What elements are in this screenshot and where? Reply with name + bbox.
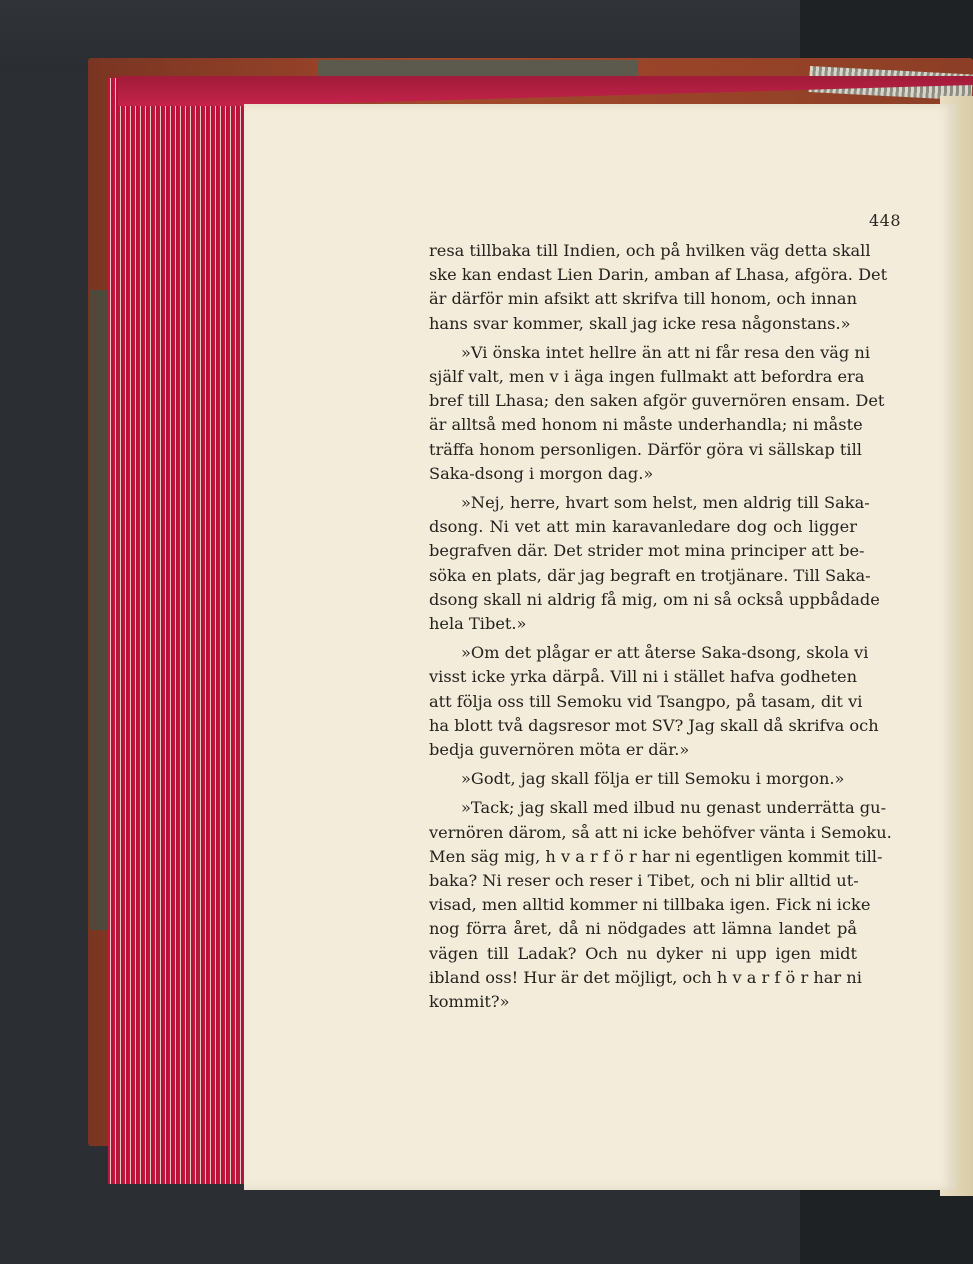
paragraph xyxy=(429,341,885,486)
text-line: söka en plats, där jag begraft en trotjänare. Till Saka- xyxy=(429,565,871,585)
text-line: träffa honom personligen. Därför göra vi sällskap till xyxy=(429,439,862,459)
text-line: »Vi önska intet hellre än att ni får resa den väg ni xyxy=(461,342,871,362)
text-line: »Om det plågar er att återse Saka-dsong, skola vi xyxy=(461,643,869,663)
paragraph xyxy=(429,767,857,791)
book-page xyxy=(244,104,956,1190)
text-line: hans svar kommer, skall jag icke resa någonstans.» xyxy=(429,313,851,333)
cover-cloth-strip xyxy=(90,290,110,930)
text-line: resa tillbaka till Indien, och på hvilken väg detta skall xyxy=(429,241,871,260)
text-line: att följa oss till Semoku vid Tsangpo, på tasam, dit vi xyxy=(429,691,863,711)
text-line: dsong skall ni aldrig få mig, om ni så också uppbådade xyxy=(429,589,880,609)
text-line: Men säg mig, h v a r f ö r har ni egentligen kommit till- xyxy=(429,846,883,866)
text-line: visad, men alltid kommer ni tillbaka igen. Fick ni icke xyxy=(429,895,871,915)
text-line: kommit?» xyxy=(429,992,510,1012)
paragraph xyxy=(429,641,879,762)
text-line: bref till Lhasa; den saken afgör guvernören ensam. Det xyxy=(429,391,885,411)
text-line: är alltså med honom ni måste underhandla; ni måste xyxy=(429,415,863,435)
text-line: »Nej, herre, hvart som helst, men aldrig till Saka- xyxy=(461,493,870,513)
page-number: 448 xyxy=(868,211,902,230)
text-line: »Tack; jag skall med ilbud nu genast underrätta gu- xyxy=(461,798,887,818)
paragraph xyxy=(429,796,892,1014)
body-text xyxy=(429,239,892,1019)
paragraph xyxy=(429,239,888,336)
text-line: ha blott två dagsresor mot SV? Jag skall då skrifva och xyxy=(429,715,879,735)
cover-band xyxy=(318,60,638,76)
text-line: hela Tibet.» xyxy=(429,614,527,634)
text-line: vägen till Ladak? Och nu dyker ni upp igen midt xyxy=(429,943,857,963)
text-line: Saka-dsong i morgon dag.» xyxy=(429,463,654,483)
text-line: själf valt, men v i äga ingen fullmakt att befordra era xyxy=(429,367,865,387)
text-line: är därför min afsikt att skrifva till honom, och innan xyxy=(429,289,858,309)
text-line: dsong. Ni vet att min karavanledare dog och ligger xyxy=(429,517,857,537)
paragraph xyxy=(429,491,880,636)
text-line: vernören därom, så att ni icke behöfver vänta i Semoku. xyxy=(429,822,892,842)
text-line: ske kan endast Lien Darin, amban af Lhasa, afgöra. Det xyxy=(429,265,888,285)
text-line: nog förra året, då ni nödgades att lämna landet på xyxy=(429,919,857,939)
text-line: ibland oss! Hur är det möjligt, och h v a r f ö r har ni xyxy=(429,967,862,987)
text-line: baka? Ni reser och reser i Tibet, och ni blir alltid ut- xyxy=(429,871,859,891)
text-line: »Godt, jag skall följa er till Semoku i morgon.» xyxy=(461,769,845,789)
page-edges xyxy=(108,78,246,1184)
text-line: visst icke yrka därpå. Vill ni i stället hafva godheten xyxy=(429,667,857,687)
text-line: bedja guvernören möta er där.» xyxy=(429,740,690,760)
text-line: begrafven där. Det strider mot mina principer att be- xyxy=(429,541,865,561)
